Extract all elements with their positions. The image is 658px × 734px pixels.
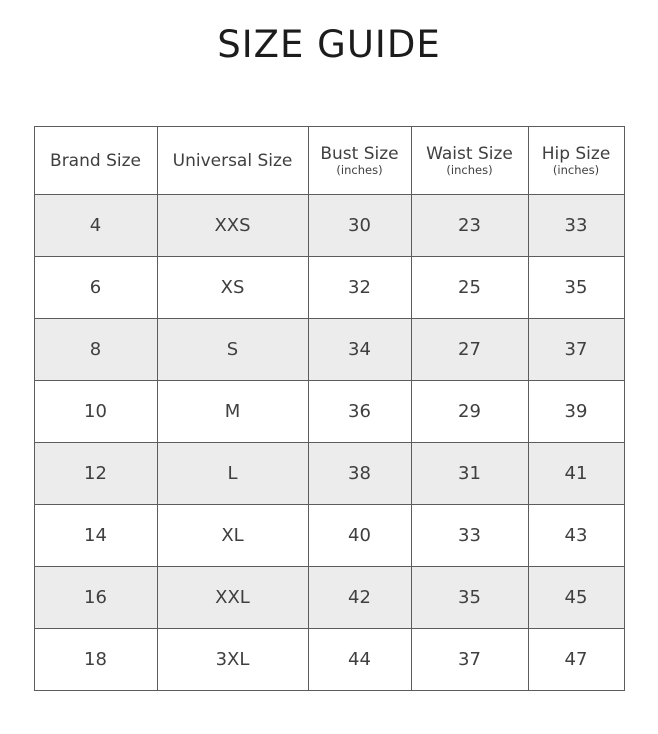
table-row <box>34 257 624 319</box>
table-cell: 14 <box>34 505 157 567</box>
table-cell: XL <box>157 505 308 567</box>
table-cell: 32 <box>308 257 411 319</box>
size-guide-table <box>34 126 625 691</box>
table-cell: 39 <box>528 381 624 443</box>
column-header-hip-size <box>528 127 624 195</box>
table-row <box>34 195 624 257</box>
table-cell: 3XL <box>157 629 308 691</box>
table-cell: 12 <box>34 443 157 505</box>
table-row <box>34 629 624 691</box>
header-label: Bust Size <box>320 144 399 164</box>
table-cell: 27 <box>411 319 528 381</box>
table-cell: 33 <box>528 195 624 257</box>
header-label: Universal Size <box>172 150 293 171</box>
column-header-universal-size <box>157 127 308 195</box>
table-cell: 23 <box>411 195 528 257</box>
table-cell: 10 <box>34 381 157 443</box>
table-cell: 45 <box>528 567 624 629</box>
table-row <box>34 567 624 629</box>
table-header-row <box>34 127 624 195</box>
table-cell: 47 <box>528 629 624 691</box>
table-cell: XS <box>157 257 308 319</box>
table-cell: 38 <box>308 443 411 505</box>
table-cell: S <box>157 319 308 381</box>
table-cell: L <box>157 443 308 505</box>
header-label: Hip Size <box>541 144 611 164</box>
table-cell: 41 <box>528 443 624 505</box>
table-row <box>34 505 624 567</box>
table-cell: 8 <box>34 319 157 381</box>
table-cell: 6 <box>34 257 157 319</box>
table-cell: XXS <box>157 195 308 257</box>
table-row <box>34 319 624 381</box>
table-row <box>34 443 624 505</box>
table-cell: M <box>157 381 308 443</box>
table-cell: 25 <box>411 257 528 319</box>
header-sublabel: (inches) <box>446 163 493 177</box>
table-cell: 35 <box>528 257 624 319</box>
table-cell: 44 <box>308 629 411 691</box>
header-sublabel: (inches) <box>336 163 383 177</box>
table-cell: 37 <box>528 319 624 381</box>
column-header-bust-size <box>308 127 411 195</box>
table-cell: 4 <box>34 195 157 257</box>
table-cell: 30 <box>308 195 411 257</box>
column-header-waist-size <box>411 127 528 195</box>
table-cell: 42 <box>308 567 411 629</box>
table-row <box>34 381 624 443</box>
table-cell: 33 <box>411 505 528 567</box>
table-cell: 18 <box>34 629 157 691</box>
table-cell: 29 <box>411 381 528 443</box>
table-cell: 37 <box>411 629 528 691</box>
table-cell: 36 <box>308 381 411 443</box>
table-cell: 40 <box>308 505 411 567</box>
table-cell: XXL <box>157 567 308 629</box>
table-cell: 35 <box>411 567 528 629</box>
column-header-brand-size <box>34 127 157 195</box>
table-cell: 31 <box>411 443 528 505</box>
header-label: Brand Size <box>50 150 141 171</box>
header-sublabel: (inches) <box>552 163 600 177</box>
table-cell: 34 <box>308 319 411 381</box>
page-title: SIZE GUIDE <box>217 23 441 66</box>
table-cell: 16 <box>34 567 157 629</box>
table-cell: 43 <box>528 505 624 567</box>
header-label: Waist Size <box>426 144 513 164</box>
